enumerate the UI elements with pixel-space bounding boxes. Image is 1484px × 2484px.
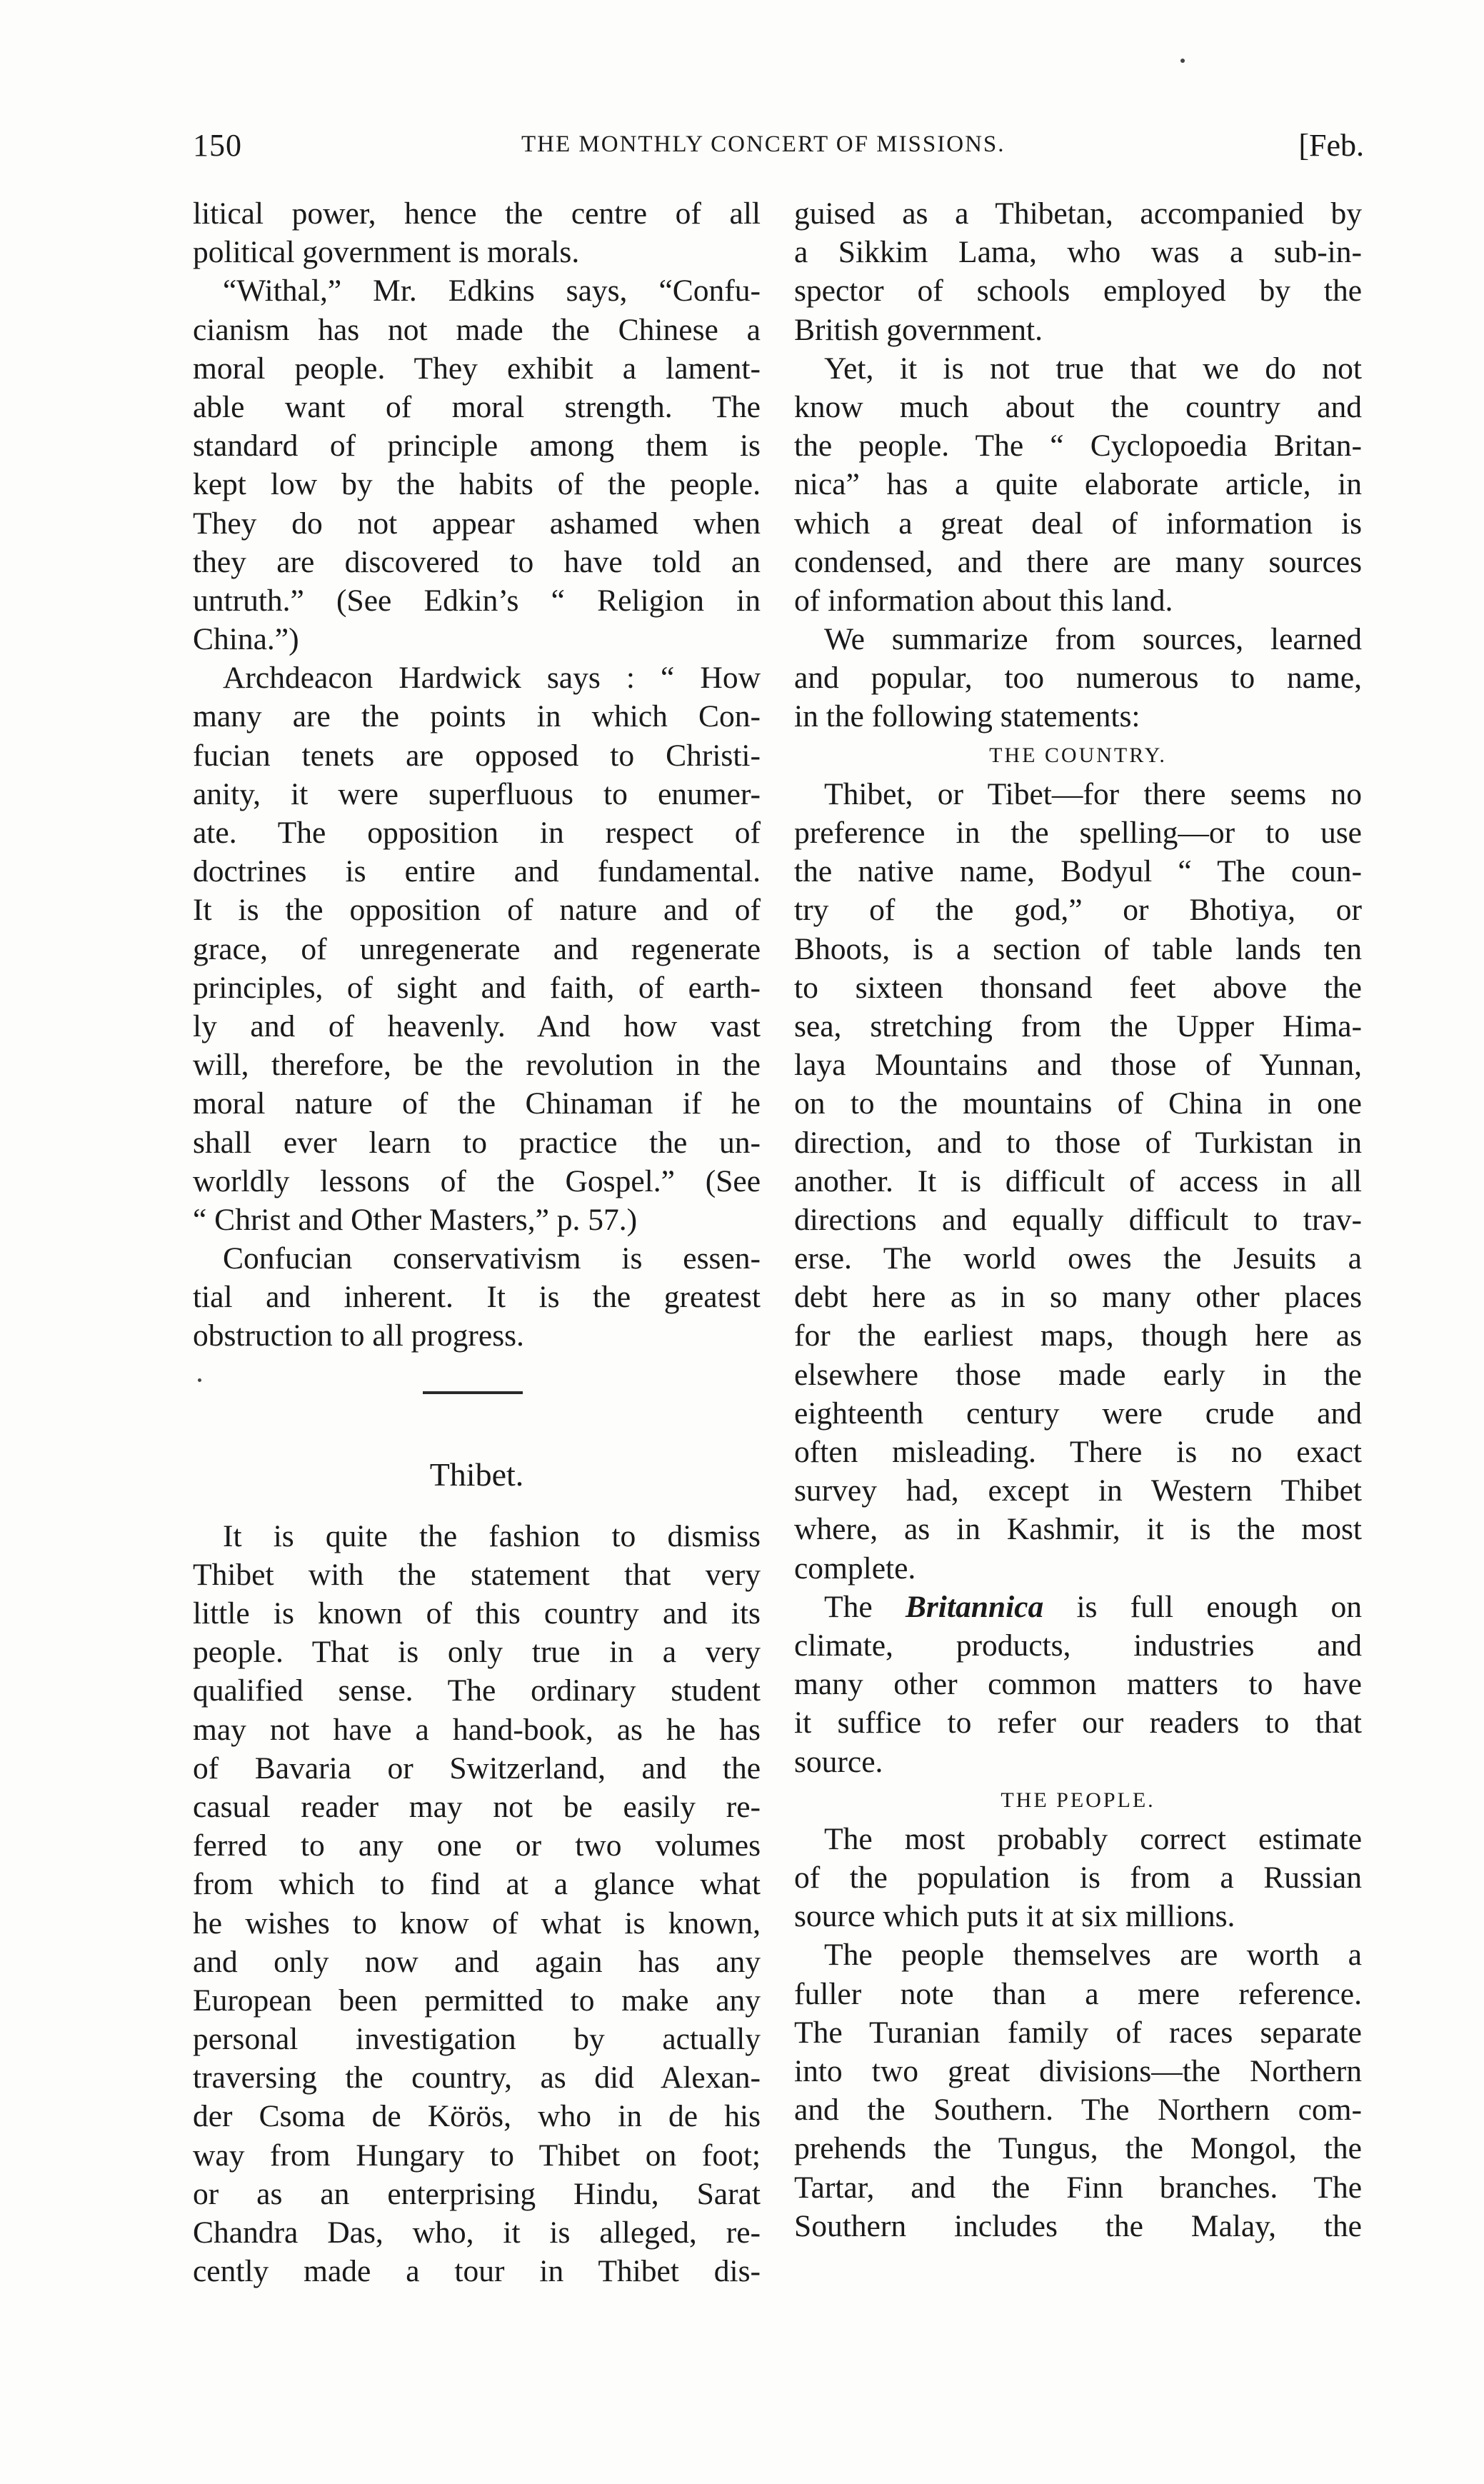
text-line: on to the mountains of China in one <box>794 1086 1362 1121</box>
right-column <box>794 194 1362 2245</box>
text-line: traversing the country, as did Alexan- <box>193 2060 761 2095</box>
text-line: Confucian conservativism is essen- <box>223 1241 761 1276</box>
text-line: principles, of sight and faith, of earth- <box>193 970 761 1005</box>
text-line: untruth.” (See Edkin’s “ Religion in <box>193 583 761 618</box>
text-line: ferred to any one or two volumes <box>193 1828 761 1863</box>
text-line: tial and inherent. It is the greatest <box>193 1280 761 1315</box>
text-line: Southern includes the Malay, the <box>794 2208 1362 2243</box>
text-line: spector of schools employed by the <box>794 274 1362 309</box>
text-line: It is quite the fashion to dismiss <box>223 1518 761 1553</box>
text-line: source. <box>794 1744 883 1779</box>
text-line: Archdeacon Hardwick says : “ How <box>223 661 761 696</box>
text-line: preference in the spelling—or to use <box>794 816 1362 850</box>
text-line: may not have a hand-book, as he has <box>193 1712 761 1747</box>
paragraph <box>193 1239 761 1356</box>
text-line: know much about the country and <box>794 389 1362 424</box>
text-line: source which puts it at six millions. <box>794 1899 1235 1934</box>
text-line: moral people. They exhibit a lament- <box>193 351 761 386</box>
text-line: way from Hungary to Thibet on foot; <box>193 2138 761 2173</box>
italic-title: Britannica <box>905 1589 1044 1624</box>
paragraph <box>794 775 1362 1588</box>
paragraph <box>794 1935 1362 2245</box>
section-divider <box>193 1356 761 1433</box>
paragraph <box>193 658 761 1239</box>
text-line: from which to find at a glance what <box>193 1867 761 1902</box>
text-line: for the earliest maps, though here as <box>794 1318 1362 1353</box>
text-line: standard of principle among them is <box>193 429 761 464</box>
text-line: worldly lessons of the Gospel.” (See <box>193 1163 761 1198</box>
text-line: It is the opposition of nature and of <box>193 893 761 928</box>
text-line: shall ever learn to practice the un- <box>193 1125 761 1160</box>
running-title: THE MONTHLY CONCERT OF MISSIONS. <box>521 131 1006 157</box>
text-line: and the Southern. The Northern com- <box>794 2093 1362 2128</box>
text-line: and only now and again has any <box>193 1944 761 1979</box>
text-line: complete. <box>794 1551 916 1586</box>
text-line: They do not appear ashamed when <box>193 506 761 541</box>
text-line: casual reader may not be easily re- <box>193 1789 761 1824</box>
text-line: will, therefore, be the revolution in the <box>193 1048 761 1083</box>
paragraph <box>794 620 1362 736</box>
running-header <box>193 127 1364 177</box>
text-line <box>794 1588 1362 1626</box>
subheading-people: THE PEOPLE. <box>1001 1788 1155 1812</box>
text-line: kept low by the habits of the people. <box>193 467 761 502</box>
text-line: political government is morals. <box>193 235 580 270</box>
text-line: the native name, Bodyul “ The coun- <box>794 854 1362 889</box>
text-line: “ Christ and Other Masters,” p. 57.) <box>193 1202 638 1237</box>
text-line: Bhoots, is a section of table lands ten <box>794 931 1362 966</box>
text-line: British government. <box>794 312 1043 347</box>
text-line: litical power, hence the centre of all <box>193 196 761 231</box>
text-line: a Sikkim Lama, who was a sub-in- <box>794 235 1362 270</box>
text-line: “Withal,” Mr. Edkins says, “Confu- <box>223 274 761 309</box>
text-line: of the population is from a Russian <box>794 1861 1362 1895</box>
text-line: qualified sense. The ordinary student <box>193 1673 761 1708</box>
paragraph <box>193 194 761 271</box>
text-line: direction, and to those of Turkistan in <box>794 1125 1362 1160</box>
text-line: nica” has a quite elaborate article, in <box>794 467 1362 502</box>
text-line: The most probably correct estimate <box>824 1821 1362 1856</box>
text-line: ly and of heavenly. And how vast <box>193 1008 761 1043</box>
text-line: it suffice to refer our readers to that <box>794 1706 1362 1741</box>
text-line: cianism has not made the Chinese a <box>193 312 761 347</box>
text-line: We summarize from sources, learned <box>824 622 1362 657</box>
section-title: Thibet. <box>429 1456 524 1493</box>
left-column <box>193 194 761 2290</box>
text-line: able want of moral strength. The <box>193 389 761 424</box>
text-run: The <box>824 1589 873 1624</box>
text-line: directions and equally difficult to trav- <box>794 1202 1362 1237</box>
text-line: many other common matters to have <box>794 1667 1362 1702</box>
text-line: obstruction to all progress. <box>193 1318 524 1353</box>
text-line: of information about this land. <box>794 583 1173 618</box>
text-line: he wishes to know of what is known, <box>193 1905 761 1940</box>
paragraph <box>193 1517 761 2291</box>
text-line: debt here as in so many other places <box>794 1280 1362 1315</box>
text-line: der Csoma de Körös, who in de his <box>193 2099 761 2134</box>
text-line: anity, it were superfluous to enumer- <box>193 776 761 811</box>
text-line: moral nature of the Chinaman if he <box>193 1086 761 1121</box>
text-line: people. That is only true in a very <box>193 1635 761 1670</box>
text-line: Thibet, or Tibet—for there seems no <box>824 776 1362 811</box>
text-line: The people themselves are worth a <box>824 1938 1362 1973</box>
text-line: guised as a Thibetan, accompanied by <box>794 196 1362 231</box>
text-line: or as an enterprising Hindu, Sarat <box>193 2176 761 2211</box>
text-line: European been permitted to make any <box>193 1983 761 2018</box>
paragraph <box>794 194 1362 349</box>
text-line: China.”) <box>193 622 299 657</box>
text-line: to sixteen thonsand feet above the <box>794 970 1362 1005</box>
subheading-country: THE COUNTRY. <box>989 743 1167 767</box>
ink-speck <box>1180 59 1185 63</box>
page-number: 150 <box>193 128 242 163</box>
text-line: Yet, it is not true that we do not <box>824 351 1362 386</box>
text-line: try of the god,” or Bhotiya, or <box>794 893 1362 928</box>
text-line: ate. The opposition in respect of <box>193 816 761 850</box>
paragraph <box>794 1820 1362 1936</box>
text-run: is full enough on <box>1076 1589 1362 1624</box>
text-line: doctrines is entire and fundamental. <box>193 854 761 889</box>
text-line: erse. The world owes the Jesuits a <box>794 1241 1362 1276</box>
text-line: Thibet with the statement that very <box>193 1557 761 1592</box>
divider-rule <box>423 1391 523 1394</box>
text-line: another. It is difficult of access in all <box>794 1163 1362 1198</box>
text-line: laya Mountains and those of Yunnan, <box>794 1048 1362 1083</box>
text-line: the people. The “ Cyclopoedia Britan- <box>794 429 1362 464</box>
text-line: Tartar, and the Finn branches. The <box>794 2170 1362 2205</box>
text-line: which a great deal of information is <box>794 506 1362 541</box>
text-line: little is known of this country and its <box>193 1596 761 1631</box>
paragraph <box>794 349 1362 620</box>
month-label: [Feb. <box>1298 128 1364 163</box>
text-line: elsewhere those made early in the <box>794 1357 1362 1392</box>
text-line: grace, of unregenerate and regenerate <box>193 931 761 966</box>
text-line: sea, stretching from the Upper Hima- <box>794 1008 1362 1043</box>
text-line: and popular, too numerous to name, <box>794 661 1362 696</box>
text-line: into two great divisions—the Northern <box>794 2054 1362 2088</box>
text-line: eighteenth century were crude and <box>794 1396 1362 1431</box>
text-line: many are the points in which Con- <box>193 699 761 734</box>
text-line: cently made a tour in Thibet dis- <box>193 2254 761 2289</box>
text-line: climate, products, industries and <box>794 1628 1362 1663</box>
paragraph <box>193 271 761 658</box>
paragraph <box>794 1588 1362 1781</box>
text-line: survey had, except in Western Thibet <box>794 1473 1362 1508</box>
text-line: prehends the Tungus, the Mongol, the <box>794 2131 1362 2166</box>
text-line: in the following statements: <box>794 699 1140 734</box>
text-line: fuller note than a mere reference. <box>794 1976 1362 2011</box>
text-line: they are discovered to have told an <box>193 544 761 579</box>
text-line: The Turanian family of races separate <box>794 2015 1362 2050</box>
text-line: of Bavaria or Switzerland, and the <box>193 1751 761 1786</box>
text-line: where, as in Kashmir, it is the most <box>794 1512 1362 1547</box>
text-line: condensed, and there are many sources <box>794 544 1362 579</box>
text-line: often misleading. There is no exact <box>794 1435 1362 1469</box>
text-line: fucian tenets are opposed to Christi- <box>193 738 761 773</box>
text-line: personal investigation by actually <box>193 2022 761 2057</box>
text-line: Chandra Das, who, it is alleged, re- <box>193 2215 761 2250</box>
